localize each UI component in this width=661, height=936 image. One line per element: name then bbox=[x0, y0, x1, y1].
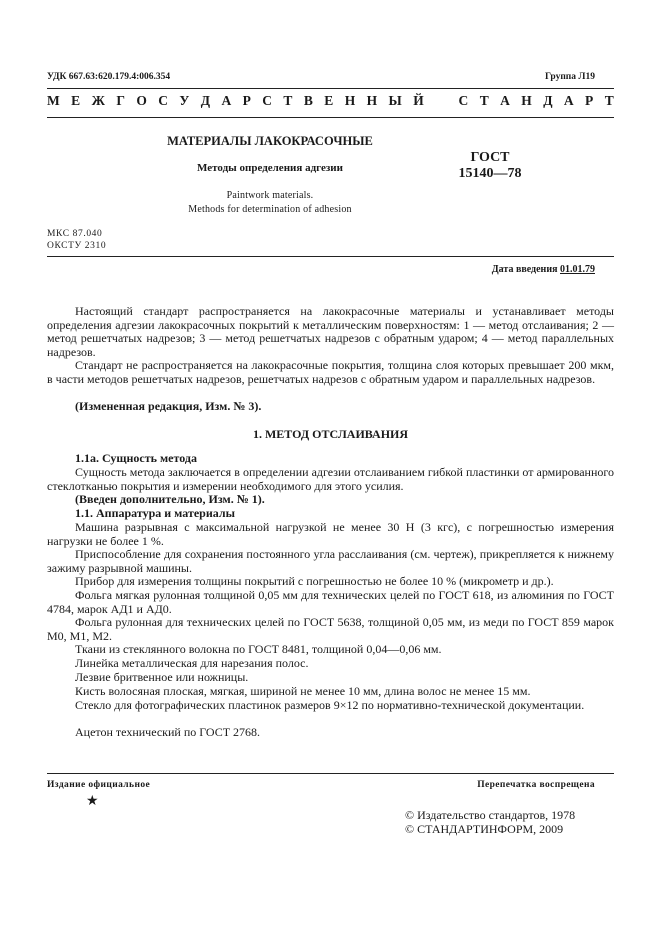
clause-1-1a-note: (Введен дополнительно, Изм. № 1). bbox=[75, 492, 265, 506]
list-item: Лезвие бритвенное или ножницы. bbox=[75, 670, 249, 684]
footer-rule bbox=[47, 773, 614, 774]
intro-paragraph-1: Настоящий стандарт распространяется на лакокрасочные материалы и устанавливает методы определения адгезии лакокрасочных покрытий к металлическим поверхностям: 1 — метод отслаивания; 2 — метод решетчатых надрезов; 3 — метод решетчатых надрезов с обратным ударом; 4 — метод параллельных надрезов. bbox=[47, 304, 614, 359]
date-label: Дата введения bbox=[491, 264, 558, 275]
list-item: Приспособление для сохранения постоянного угла расслаивания (см. чертеж), прикрепляется к нижнему зажиму разрывной машины. bbox=[47, 547, 614, 575]
copyright-standartinform: © СТАНДАРТИНФОРМ, 2009 bbox=[405, 822, 564, 836]
star-icon: ★ bbox=[86, 794, 99, 809]
udk-code: УДК 667.63:620.179.4:006.354 bbox=[47, 72, 171, 82]
date-value: 01.01.79 bbox=[560, 264, 595, 275]
okstu-code: ОКСТУ 2310 bbox=[47, 241, 107, 251]
clause-1-1a-text: Сущность метода заключается в определении адгезии отслаиванием гибкой пластинки от армированного стеклотканью покрытия и измерении необходимого для этого усилия. bbox=[47, 465, 614, 493]
list-item: Машина разрывная с максимальной нагрузкой не менее 30 Н (3 кгс), с погрешностью измерения нагрузки не более 1 %. bbox=[47, 520, 614, 548]
group-code: Группа Л19 bbox=[544, 72, 595, 82]
list-item: Прибор для измерения толщины покрытий с погрешностью не более 10 % (микрометр и др.). bbox=[75, 574, 554, 588]
clause-1-1-title: 1.1. Аппаратура и материалы bbox=[75, 506, 235, 520]
reprint-prohibited: Перепечатка воспрещена bbox=[477, 780, 595, 790]
list-item: Линейка металлическая для нарезания полос. bbox=[75, 656, 309, 670]
top-rule bbox=[47, 88, 614, 89]
english-title-line1: Paintwork materials. bbox=[226, 190, 314, 201]
list-item: Ацетон технический по ГОСТ 2768. bbox=[75, 725, 261, 739]
gost-number: 15140—78 bbox=[458, 166, 522, 181]
document-subtitle: Методы определения адгезии bbox=[197, 162, 343, 174]
date-rule bbox=[47, 256, 614, 257]
gost-label: ГОСТ bbox=[470, 150, 510, 165]
interstate-standard-banner: М Е Ж Г О С У Д А Р С Т В Е Н Н Ы Й С Т А Н Д А Р Т bbox=[47, 93, 614, 108]
list-item: Кисть волосяная плоская, мягкая, шириной не менее 10 мм, длина волос не менее 15 мм. bbox=[75, 684, 531, 698]
amendment-note-3: (Измененная редакция, Изм. № 3). bbox=[75, 399, 262, 413]
intro-paragraph-2: Стандарт не распространяется на лакокрасочные покрытия, толщина слоя которых превышает 200 мкм, в части методов решетчатых надрезов, решетчатых надрезов с обратным ударом и параллельных надрезов. bbox=[47, 358, 614, 386]
section-1-heading: 1. МЕТОД ОТСЛАИВАНИЯ bbox=[252, 427, 409, 441]
clause-1-1a-title: 1.1а. Сущность метода bbox=[75, 451, 197, 465]
date-of-introduction bbox=[492, 264, 595, 275]
list-item: Стекло для фотографических пластинок размеров 9×12 по нормативно-технической документации. bbox=[75, 698, 585, 712]
list-item: Фольга мягкая рулонная толщиной 0,05 мм для технических целей по ГОСТ 618, из алюминия по ГОСТ 4784, марок АД1 и АД0. bbox=[47, 588, 614, 616]
banner-rule bbox=[47, 117, 614, 118]
list-item: Ткани из стеклянного волокна по ГОСТ 8481, толщиной 0,04—0,06 мм. bbox=[75, 642, 442, 656]
official-edition: Издание официальное bbox=[47, 780, 151, 790]
english-title-line2: Methods for determination of adhesion bbox=[188, 204, 352, 215]
list-item: Фольга рулонная для технических целей по ГОСТ 5638, толщиной 0,05 мм, из меди по ГОСТ 859 марок М0, М1, М2. bbox=[47, 615, 614, 643]
mks-code: МКС 87.040 bbox=[47, 229, 103, 239]
document-title: МАТЕРИАЛЫ ЛАКОКРАСОЧНЫЕ bbox=[167, 134, 373, 148]
copyright-publisher: © Издательство стандартов, 1978 bbox=[405, 808, 576, 822]
